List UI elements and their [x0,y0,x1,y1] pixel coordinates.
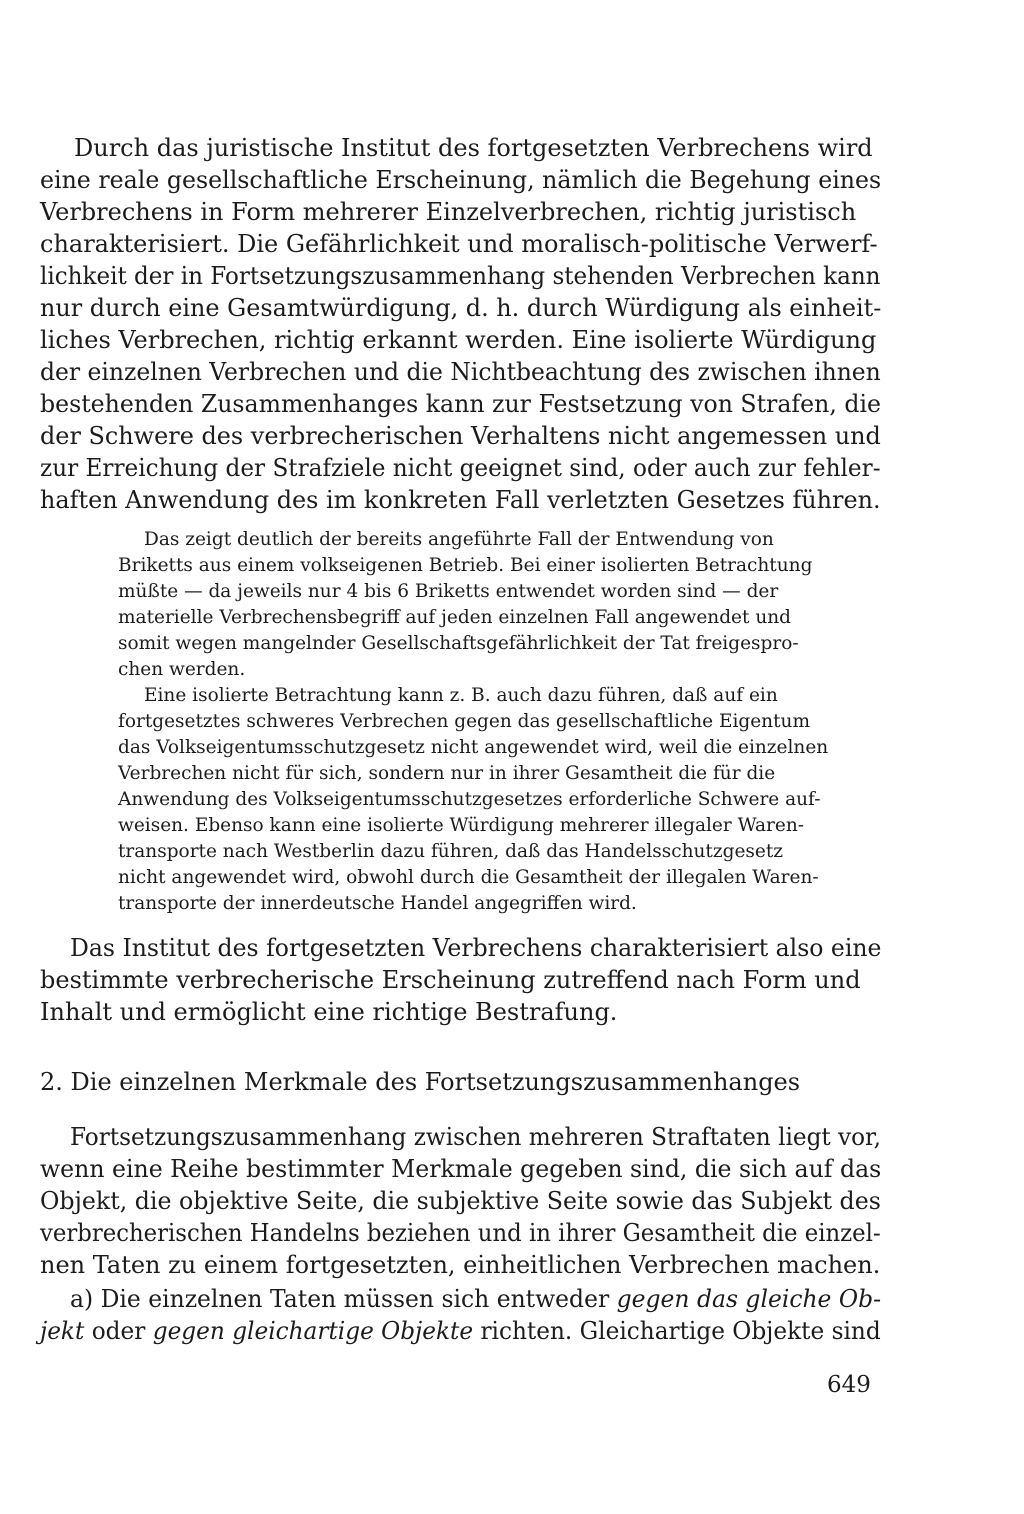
example-line: Das zeigt deutlich der bereits angeführte Fall der Entwendung von [144,529,774,550]
example-line: das Volkseigentumsschutzgesetz nicht angewendet wird, weil die einzelnen [118,737,829,758]
example-line: somit wegen mangelnder Gesellschaftsgefährlichkeit der Tat freigespro- [118,633,799,654]
paragraph-line: nur durch eine Gesamtwürdigung, d. h. durch Würdigung als einheit- [40,294,882,322]
paragraph-line: jekt oder gegen gleichartige Objekte richten. Gleichartige Objekte sind [40,1317,881,1345]
example-line: Verbrechen nicht für sich, sondern nur in ihrer Gesamtheit die für die [118,763,776,784]
example-line: transporte nach Westberlin dazu führen, daß das Handelsschutzgesetz [118,841,784,862]
example-line: chen werden. [118,659,246,680]
example-line: weisen. Ebenso kann eine isolierte Würdigung mehrerer illegaler Waren- [118,815,804,836]
paragraph-line: verbrecherischen Handelns beziehen und in ihrer Gesamtheit die einzel- [40,1219,881,1247]
example-line: transporte der innerdeutsche Handel angegriffen wird. [118,893,637,914]
italic-text: jekt [40,1317,85,1345]
example-line: materielle Verbrechensbegriff auf jeden einzelnen Fall angewendet und [118,607,791,628]
paragraph-line: charakterisiert. Die Gefährlichkeit und moralisch-politische Verwerf- [40,230,878,258]
paragraph-line: lichkeit der in Fortsetzungszusammenhang stehenden Verbrechen kann [40,262,881,290]
paragraph-line: Inhalt und ermöglicht eine richtige Bestrafung. [40,998,618,1026]
paragraph-line: bestehenden Zusammenhanges kann zur Festsetzung von Strafen, die [40,390,881,418]
paragraph-line: Das Institut des fortgesetzten Verbrechens charakterisiert also eine [70,934,882,962]
paragraph-line: bestimmte verbrecherische Erscheinung zutreffend nach Form und [40,966,861,994]
paragraph-line: Verbrechens in Form mehrerer Einzelverbrechen, richtig juristisch [40,198,857,226]
italic-text: gegen gleichartige Objekte [152,1317,474,1345]
paragraph-line: Fortsetzungszusammenhang zwischen mehreren Straftaten liegt vor, [70,1123,881,1151]
paragraph-line: eine reale gesellschaftliche Erscheinung, nämlich die Begehung eines [40,166,882,194]
paragraph-line: der Schwere des verbrecherischen Verhaltens nicht angemessen und [40,422,881,450]
example-line: Briketts aus einem volkseigenen Betrieb. Bei einer isolierten Betrachtung [118,555,813,576]
paragraph-line: zur Erreichung der Strafziele nicht geeignet sind, oder auch zur fehler- [40,454,881,482]
example-line: Anwendung des Volkseigentumsschutzgesetzes erforderliche Schwere auf- [118,789,821,810]
document-page [40,0,883,1514]
example-line: Eine isolierte Betrachtung kann z. B. auch dazu führen, daß auf ein [144,685,778,706]
example-line: nicht angewendet wird, obwohl durch die Gesamtheit der illegalen Waren- [118,867,819,888]
page-number: 649 [827,1372,871,1398]
example-line: fortgesetztes schweres Verbrechen gegen das gesellschaftliche Eigentum [118,711,810,732]
example-line: müßte — da jeweils nur 4 bis 6 Briketts entwendet worden sind — der [118,581,779,602]
italic-text: gegen das gleiche Ob- [616,1285,882,1313]
paragraph-line: haften Anwendung des im konkreten Fall verletzten Gesetzes führen. [40,486,881,514]
paragraph-line: Objekt, die objektive Seite, die subjektive Seite sowie das Subjekt des [40,1187,881,1215]
section-heading: 2. Die einzelnen Merkmale des Fortsetzungszusammenhanges [40,1068,801,1096]
paragraph-line: nen Taten zu einem fortgesetzten, einheitlichen Verbrechen machen. [40,1251,881,1279]
paragraph-line: liches Verbrechen, richtig erkannt werden. Eine isolierte Würdigung [40,326,877,354]
paragraph-line: a) Die einzelnen Taten müssen sich entweder gegen das gleiche Ob- [70,1285,882,1313]
paragraph-line: wenn eine Reihe bestimmter Merkmale gegeben sind, die sich auf das [40,1155,882,1183]
paragraph-line: der einzelnen Verbrechen und die Nichtbeachtung des zwischen ihnen [40,358,881,386]
paragraph-line: Durch das juristische Institut des fortgesetzten Verbrechens wird [74,134,873,162]
